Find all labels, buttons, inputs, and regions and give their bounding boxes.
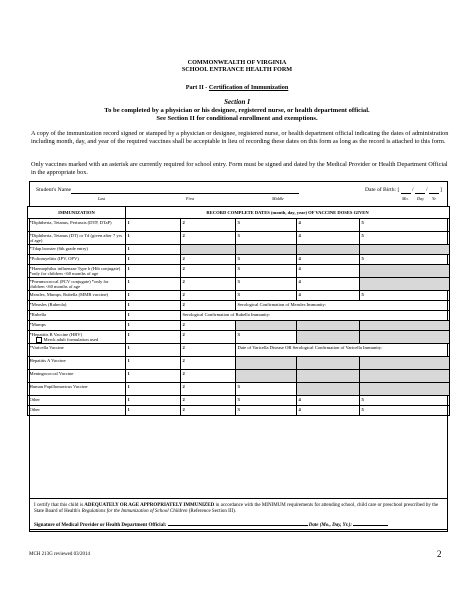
dose-number: 4	[298, 219, 301, 225]
dose-number: 4	[298, 291, 301, 297]
dose-date-cell[interactable]	[126, 245, 181, 255]
form-header	[0, 59, 474, 74]
dose-date-cell[interactable]	[236, 219, 297, 232]
dose-number: 5	[361, 232, 364, 238]
dose-date-cell[interactable]	[126, 291, 181, 301]
dose-date-cell[interactable]	[126, 219, 181, 232]
dose-date-cell[interactable]	[236, 265, 297, 278]
dose-number: 1	[127, 291, 130, 297]
dose-number: 1	[127, 344, 130, 350]
part-title-text: Certification of Immunization	[208, 84, 289, 91]
unused-cell	[297, 383, 360, 396]
vaccine-label: *Mumps	[29, 321, 46, 327]
unused-cell	[236, 245, 297, 255]
signature-field[interactable]	[168, 520, 308, 526]
table-row	[28, 406, 450, 416]
table-row	[28, 232, 450, 245]
dose-number: 1	[127, 232, 130, 238]
dose-number: 3	[237, 232, 240, 238]
dates-header: RECORD COMPLETE DATES (month, day, year) OF VACCINE DOSES GIVEN	[126, 207, 450, 219]
vaccine-label: *Tdap booster (6th grade entry)	[29, 245, 88, 251]
dose-date-cell[interactable]	[126, 370, 181, 383]
dose-number: 2	[182, 383, 185, 389]
dose-number: 2	[182, 321, 185, 327]
dose-number: 4	[298, 278, 301, 284]
vaccine-sublabel: Merck adult formulation used	[43, 336, 99, 342]
dose-date-cell[interactable]	[126, 321, 181, 331]
vaccine-label: Other	[29, 396, 40, 402]
dose-date-cell[interactable]	[126, 357, 181, 370]
dose-date-cell[interactable]	[360, 219, 450, 232]
header-line2: SCHOOL ENTRANCE HEALTH FORM	[181, 66, 293, 74]
dose-date-cell[interactable]	[126, 383, 181, 396]
unused-cell	[236, 370, 297, 383]
dose-number: 3	[237, 406, 240, 412]
dose-date-cell[interactable]	[236, 232, 297, 245]
dose-number: 2	[182, 406, 185, 412]
dose-date-cell[interactable]	[236, 291, 297, 301]
unused-cell	[297, 357, 360, 370]
table-row	[28, 291, 450, 301]
vaccine-label-cell	[28, 219, 126, 232]
dose-date-cell[interactable]	[181, 383, 236, 396]
formulation-checkbox[interactable]	[36, 337, 42, 343]
dob-label: Date of Birth: [	[365, 187, 400, 193]
dose-number: 2	[182, 265, 185, 271]
signature-row	[34, 520, 444, 528]
dose-number: 4	[298, 406, 301, 412]
dose-date-cell[interactable]	[181, 301, 236, 311]
unused-cell	[297, 370, 360, 383]
dose-date-cell[interactable]	[297, 232, 360, 245]
dose-date-cell[interactable]	[181, 255, 236, 265]
unused-cell	[360, 321, 450, 331]
middle-sublabel: Middle	[272, 196, 284, 201]
dose-date-cell[interactable]	[181, 357, 236, 370]
dose-number: 3	[237, 265, 240, 271]
dose-number: 1	[127, 383, 130, 389]
serology-note-cell[interactable]	[181, 311, 450, 321]
vaccine-label: Meningococcal Vaccine	[29, 370, 74, 376]
unused-cell	[360, 278, 450, 291]
yr-sublabel: Yr.	[432, 196, 437, 201]
unused-cell	[236, 357, 297, 370]
instruction-line2: See Section II for conditional enrollment and exemptions.	[156, 115, 318, 122]
dose-date-cell[interactable]	[360, 291, 450, 301]
dose-number: 2	[182, 331, 185, 337]
vaccine-label: *Diphtheria, Tetanus (DT) or Td (given after 7 yrs of age)	[29, 232, 123, 243]
table-row	[28, 245, 450, 255]
immunization-table	[27, 206, 450, 416]
dose-number: 1	[127, 370, 130, 376]
dose-date-cell[interactable]	[297, 255, 360, 265]
dose-number: 1	[127, 357, 130, 363]
dose-date-cell[interactable]	[297, 265, 360, 278]
dose-date-cell[interactable]	[126, 396, 181, 406]
vaccine-label: *Hepatitis B Vaccine (HBV)	[29, 331, 83, 337]
dose-date-cell[interactable]	[360, 232, 450, 245]
dose-number: 5	[361, 219, 364, 225]
dob-slash-1: /	[412, 187, 414, 193]
vaccine-label-cell	[28, 291, 126, 301]
dose-number: 3	[237, 383, 240, 389]
vaccine-label-cell	[28, 301, 126, 311]
dose-date-cell[interactable]	[236, 278, 297, 291]
dose-number: 1	[127, 219, 130, 225]
serology-note: Date of Varicella Disease OR Serological Confirmation of Varicella Immunity:	[237, 344, 383, 350]
table-row	[28, 311, 450, 321]
dose-number: 2	[182, 255, 185, 261]
vaccine-label-cell	[28, 311, 126, 321]
vaccine-label: *Varicella Vaccine	[29, 344, 64, 350]
dose-date-cell[interactable]	[181, 321, 236, 331]
dose-number: 1	[127, 321, 130, 327]
dob-month-field[interactable]	[401, 193, 411, 194]
dose-date-cell[interactable]	[126, 406, 181, 416]
vaccine-label: *Haemophilus influenzae Type b (Hib conjugate) *only for children <60 months of age	[29, 265, 121, 276]
dose-number: 3	[237, 396, 240, 402]
serology-note: Serological Confirmation of Measles Immunity:	[237, 301, 327, 307]
dose-number: 1	[127, 311, 130, 317]
dose-date-cell[interactable]	[181, 291, 236, 301]
dose-date-cell[interactable]	[181, 344, 236, 357]
vaccine-label-cell	[28, 278, 126, 291]
dose-date-cell[interactable]	[236, 331, 297, 344]
cert-text-bold: ADEQUATELY OR AGE APPROPRIATELY IMMUNIZED	[84, 503, 215, 508]
dose-number: 4	[298, 255, 301, 261]
dose-number: 3	[237, 291, 240, 297]
table-row	[28, 265, 450, 278]
serology-note: Serological Confirmation of Rubella Immunity:	[182, 311, 271, 317]
cert-text-c: (Reference Section III).	[187, 509, 237, 514]
dose-number: 5	[361, 255, 364, 261]
dose-number: 5	[361, 291, 364, 297]
vaccine-label: Other	[29, 406, 40, 412]
table-row	[28, 278, 450, 291]
dose-number: 2	[182, 396, 185, 402]
dose-date-cell[interactable]	[236, 255, 297, 265]
dose-date-cell[interactable]	[297, 219, 360, 232]
dose-date-cell[interactable]	[181, 406, 236, 416]
dose-date-cell[interactable]	[297, 278, 360, 291]
table-row	[28, 344, 450, 357]
unused-cell	[297, 245, 360, 255]
unused-cell	[360, 357, 450, 370]
dose-date-cell[interactable]	[181, 331, 236, 344]
dob-bracket-end: ]	[440, 187, 442, 193]
dose-number: 2	[182, 370, 185, 376]
vaccine-label-cell	[28, 396, 126, 406]
dose-number: 3	[237, 331, 240, 337]
dose-number: 1	[127, 301, 130, 307]
dose-date-cell[interactable]	[126, 232, 181, 245]
header-line1: COMMONWEALTH OF VIRGINIA	[187, 59, 287, 66]
page-number: 2	[437, 549, 442, 559]
dose-date-cell[interactable]	[297, 406, 360, 416]
part-prefix: Part II -	[185, 84, 209, 91]
student-name-field[interactable]	[71, 193, 299, 194]
vaccine-label: Hepatitis A Vaccine	[29, 357, 66, 363]
dose-number: 2	[182, 278, 185, 284]
vaccine-label-cell	[28, 232, 126, 245]
dose-date-cell[interactable]	[181, 396, 236, 406]
mo-sublabel: Mo.	[402, 196, 409, 201]
dose-date-cell[interactable]	[360, 396, 450, 406]
part-title	[0, 84, 474, 91]
dose-date-cell[interactable]	[297, 396, 360, 406]
vaccine-label-cell	[28, 265, 126, 278]
dose-date-cell[interactable]	[236, 406, 297, 416]
dose-number: 2	[182, 219, 185, 225]
dose-date-cell[interactable]	[236, 383, 297, 396]
dose-date-cell[interactable]	[126, 331, 181, 344]
dose-number: 2	[182, 232, 185, 238]
table-row	[28, 301, 450, 311]
dose-number: 3	[237, 255, 240, 261]
table-row	[28, 331, 450, 344]
dose-date-cell[interactable]	[181, 232, 236, 245]
immunization-header: IMMUNIZATION	[28, 207, 126, 219]
vaccine-label-cell	[28, 370, 126, 383]
unused-cell	[297, 321, 360, 331]
table-row	[28, 321, 450, 331]
dose-number: 5	[361, 396, 364, 402]
dose-number: 1	[127, 406, 130, 412]
first-sublabel: First	[186, 196, 195, 201]
signature-date-field[interactable]	[353, 520, 388, 526]
dose-number: 1	[127, 265, 130, 271]
cert-text-a: I certify that this child is	[34, 503, 85, 508]
serology-note-cell[interactable]	[236, 301, 450, 311]
unused-cell	[360, 370, 450, 383]
table-row	[28, 370, 450, 383]
vaccine-label-cell	[28, 255, 126, 265]
table-row	[28, 396, 450, 406]
table-row	[28, 383, 450, 396]
dose-date-cell[interactable]	[236, 396, 297, 406]
dose-date-cell[interactable]	[360, 406, 450, 416]
requirement-paragraph: Only vaccines marked with an asterisk are currently required for school entry. Form must be signed and dated by the Medical Provider or Health Department Official in the appropriate box.	[31, 161, 448, 176]
dose-number: 1	[127, 331, 130, 337]
signature-date-label: Date (Mo., Day, Yr.):	[308, 523, 352, 528]
unused-cell	[360, 331, 450, 344]
dose-number: 2	[182, 344, 185, 350]
dose-date-cell[interactable]	[126, 311, 181, 321]
section-instructions	[0, 107, 474, 123]
unused-cell	[360, 245, 450, 255]
table-row	[28, 357, 450, 370]
vaccine-label: Measles, Mumps, Rubella (MMR vaccine)	[29, 291, 109, 297]
vaccine-label-cell	[28, 383, 126, 396]
dose-number: 1	[127, 278, 130, 284]
dose-date-cell[interactable]	[181, 370, 236, 383]
dose-date-cell[interactable]	[126, 265, 181, 278]
dose-number: 3	[237, 278, 240, 284]
vaccine-label: *Rubella	[29, 311, 47, 317]
dose-number: 4	[298, 265, 301, 271]
section-title: Section I	[224, 98, 250, 106]
vaccine-label-cell	[28, 406, 126, 416]
dose-date-cell[interactable]	[181, 265, 236, 278]
cert-text-italic: Regulations for the Immunization of School Children	[81, 509, 188, 514]
last-sublabel: Last	[98, 196, 106, 201]
dose-number: 4	[298, 232, 301, 238]
unused-cell	[360, 383, 450, 396]
vaccine-label: *Measles (Rubeola)	[29, 301, 67, 307]
vaccine-label: *Diphtheria, Tetanus, Pertussis (DTP, DTaP)	[29, 219, 112, 225]
instruction-line1: To be completed by a physician or his designee, registered nurse, or health department official.	[104, 107, 370, 114]
vaccine-label-cell	[28, 344, 126, 357]
vaccine-label: Human Papillomavirus Vaccine	[29, 383, 88, 389]
unused-cell	[297, 331, 360, 344]
vaccine-label-cell	[28, 321, 126, 331]
dob-slash-2: /	[426, 187, 428, 193]
dose-number: 1	[127, 255, 130, 261]
dob-day-field[interactable]	[415, 193, 425, 194]
form-footer: MCH 213G reviewed 03/2014	[29, 552, 90, 557]
day-sublabel: Day	[417, 196, 424, 201]
vaccine-label: *Pneumococcal (PCV conjugate) *only for children <60 months of age	[29, 278, 109, 289]
unused-cell	[360, 265, 450, 278]
vaccine-label-cell	[28, 357, 126, 370]
dose-number: 3	[237, 219, 240, 225]
dob-year-field[interactable]	[429, 193, 439, 194]
cert-text-b: in accordance with the MINIMUM requirements for attending school, child care or preschool prescribed by the State Board of Health's	[34, 503, 439, 514]
dose-number: 2	[182, 301, 185, 307]
unused-cell	[181, 245, 236, 255]
table-row	[28, 255, 450, 265]
vaccine-label: *Poliomyelitis (IPV, OPV)	[29, 255, 79, 261]
vaccine-label-cell	[28, 245, 126, 255]
dose-number: 5	[361, 406, 364, 412]
signature-label: Signature of Medical Provider or Health Department Official:	[34, 523, 167, 528]
dose-date-cell[interactable]	[181, 219, 236, 232]
dose-date-cell[interactable]	[181, 278, 236, 291]
dose-number: 1	[127, 245, 130, 251]
table-row	[28, 219, 450, 232]
dose-date-cell[interactable]	[297, 291, 360, 301]
certification-text	[34, 503, 444, 515]
serology-note-cell[interactable]	[236, 344, 450, 357]
unused-cell	[236, 321, 297, 331]
dose-number: 2	[182, 357, 185, 363]
dose-number: 2	[182, 291, 185, 297]
dose-date-cell[interactable]	[126, 301, 181, 311]
table-header-row	[28, 207, 450, 219]
dose-number: 4	[298, 396, 301, 402]
dose-number: 1	[127, 396, 130, 402]
dose-date-cell[interactable]	[126, 278, 181, 291]
dose-date-cell[interactable]	[126, 255, 181, 265]
student-name-label: Student's Name	[36, 187, 72, 193]
dose-date-cell[interactable]	[360, 255, 450, 265]
dose-date-cell[interactable]	[126, 344, 181, 357]
vaccine-sublabel-row	[30, 337, 124, 343]
intro-paragraph: A copy of the immunization record signed or stamped by a physician or designee, registered nurse, or health department official indicating the dates of administration including month, day, and year of the required vaccines shall be acceptable in lieu of recording these dates on this form as long as the record is attached to this form.	[31, 130, 449, 145]
vaccine-label-cell	[28, 331, 126, 344]
